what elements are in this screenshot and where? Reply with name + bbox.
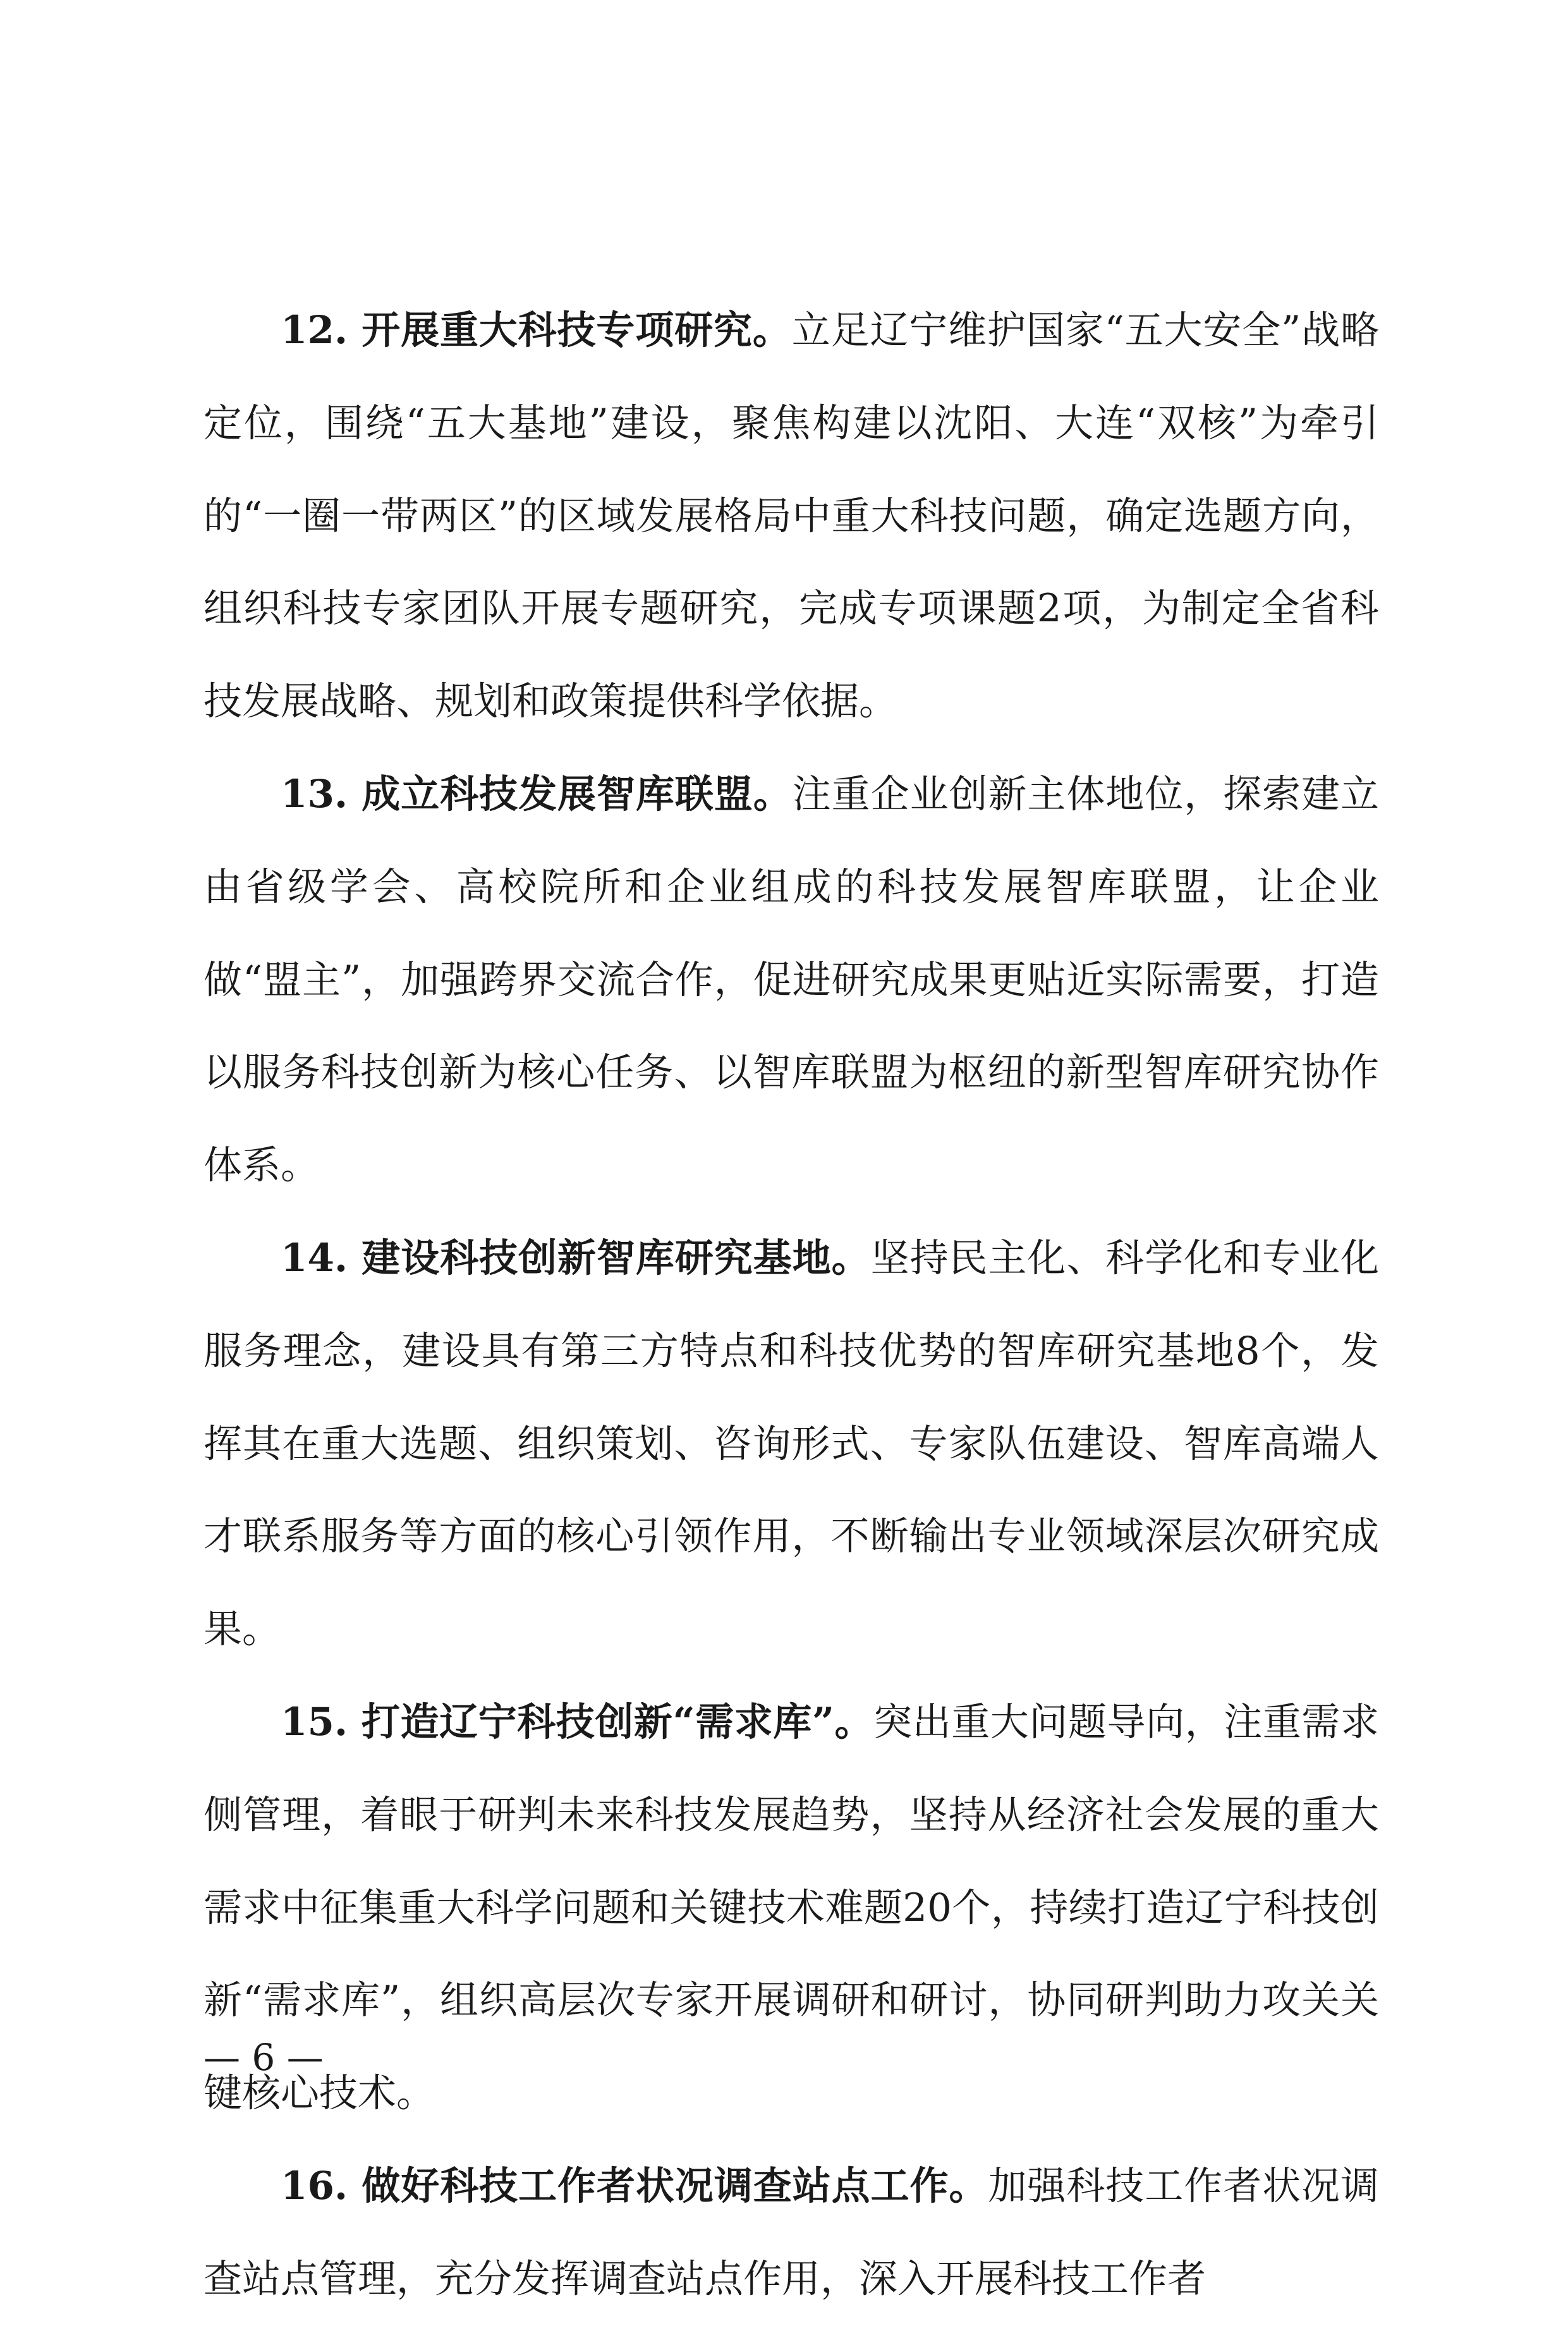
- paragraph-13-title: 13. 成立科技发展智库联盟。: [281, 771, 793, 817]
- paragraph-15: [204, 1676, 1379, 2140]
- document-body: [204, 284, 1379, 2326]
- paragraph-16-body: 加强科技工作者状况调查站点管理，充分发挥调查站点作用，深入开展科技工作者: [204, 2163, 1379, 2301]
- paragraph-15-title: 15. 打造辽宁科技创新“需求库”。: [281, 1699, 874, 1745]
- paragraph-16: [204, 2140, 1379, 2326]
- paragraph-14-body: 坚持民主化、科学化和专业化服务理念，建设具有第三方特点和科技优势的智库研究基地8个，发挥其在重大选题、组织策划、咨询形式、专家队伍建设、智库高端人才联系服务等方面的核心引领作用，不断输出专业领域深层次研究成果。: [204, 1235, 1379, 1652]
- paragraph-12: [204, 284, 1379, 748]
- paragraph-12-body: 立足辽宁维护国家“五大安全”战略定位，围绕“五大基地”建设，聚焦构建以沈阳、大连“双核”为牵引的“一圈一带两区”的区域发展格局中重大科技问题，确定选题方向，组织科技专家团队开展专题研究，完成专项课题2项，为制定全省科技发展战略、规划和政策提供科学依据。: [204, 308, 1379, 724]
- paragraph-15-body: 突出重大问题导向，注重需求侧管理，着眼于研判未来科技发展趋势，坚持从经济社会发展的重大需求中征集重大科学问题和关键技术难题20个，持续打造辽宁科技创新“需求库”，组织高层次专家开展调研和研讨，协同研判助力攻关关键核心技术。: [204, 1699, 1379, 2116]
- paragraph-12-title: 12. 开展重大科技专项研究。: [281, 308, 792, 353]
- paragraph-14: [204, 1212, 1379, 1676]
- paragraph-14-title: 14. 建设科技创新智库研究基地。: [281, 1235, 871, 1281]
- paragraph-13-body: 注重企业创新主体地位，探索建立由省级学会、高校院所和企业组成的科技发展智库联盟，让企业做“盟主”，加强跨界交流合作，促进研究成果更贴近实际需要，打造以服务科技创新为核心任务、以智库联盟为枢纽的新型智库研究协作体系。: [204, 771, 1379, 1188]
- paragraph-13: [204, 748, 1379, 1212]
- paragraph-16-title: 16. 做好科技工作者状况调查站点工作。: [281, 2163, 988, 2208]
- page-number: — 6 —: [204, 2036, 324, 2079]
